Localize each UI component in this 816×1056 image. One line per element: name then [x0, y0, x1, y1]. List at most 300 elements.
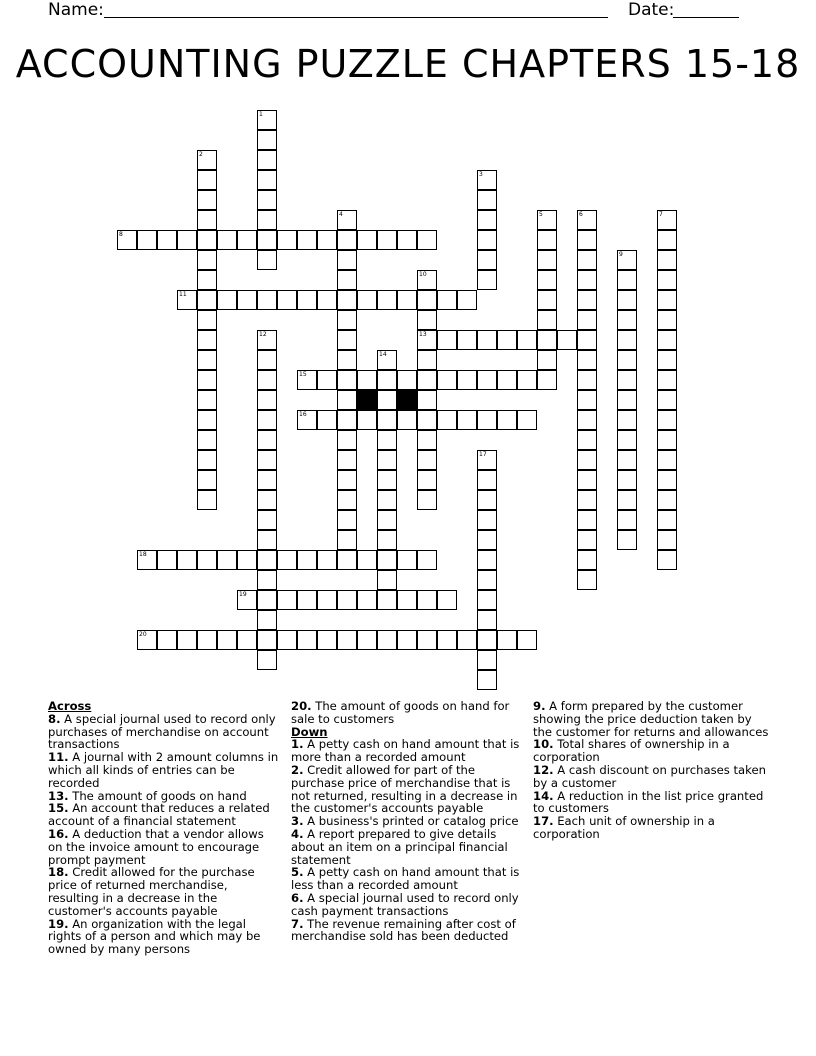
- clue-number: 1: [259, 111, 263, 118]
- grid-cell[interactable]: [197, 430, 217, 450]
- grid-cell[interactable]: [337, 370, 357, 390]
- grid-cell[interactable]: [337, 210, 357, 230]
- grid-cell[interactable]: [197, 170, 217, 190]
- grid-cell[interactable]: [477, 270, 497, 290]
- grid-cell[interactable]: [617, 430, 637, 450]
- grid-cell[interactable]: [217, 550, 237, 570]
- grid-cell[interactable]: [197, 630, 217, 650]
- grid-cell[interactable]: [277, 230, 297, 250]
- grid-cell[interactable]: [577, 410, 597, 430]
- grid-cell[interactable]: [137, 230, 157, 250]
- grid-cell[interactable]: [297, 590, 317, 610]
- grid-cell[interactable]: [217, 630, 237, 650]
- grid-cell[interactable]: [257, 110, 277, 130]
- grid-cell[interactable]: [337, 450, 357, 470]
- grid-cell[interactable]: [557, 330, 577, 350]
- grid-cell[interactable]: [477, 190, 497, 210]
- grid-cell[interactable]: [517, 410, 537, 430]
- grid-cell[interactable]: [537, 370, 557, 390]
- clue-down-3: 3. A business's printed or catalog price: [291, 814, 519, 829]
- grid-cell[interactable]: [457, 370, 477, 390]
- grid-cell[interactable]: [657, 390, 677, 410]
- grid-cell[interactable]: [417, 430, 437, 450]
- grid-cell[interactable]: [337, 430, 357, 450]
- grid-cell[interactable]: [497, 410, 517, 430]
- grid-cell[interactable]: [197, 470, 217, 490]
- grid-cell[interactable]: [577, 550, 597, 570]
- grid-cell[interactable]: [417, 630, 437, 650]
- grid-cell[interactable]: [357, 230, 377, 250]
- grid-cell[interactable]: [237, 630, 257, 650]
- across-heading: Across: [48, 699, 92, 713]
- grid-cell[interactable]: [257, 170, 277, 190]
- grid-cell[interactable]: [617, 330, 637, 350]
- grid-cell[interactable]: [377, 350, 397, 370]
- grid-cell[interactable]: [477, 510, 497, 530]
- clue-number: 7: [659, 211, 663, 218]
- grid-cell[interactable]: [177, 550, 197, 570]
- grid-cell[interactable]: [417, 490, 437, 510]
- grid-cell[interactable]: [357, 410, 377, 430]
- grid-cell[interactable]: [397, 230, 417, 250]
- grid-cell[interactable]: [477, 630, 497, 650]
- grid-cell[interactable]: [477, 170, 497, 190]
- grid-cell[interactable]: [257, 130, 277, 150]
- grid-cell[interactable]: [617, 390, 637, 410]
- clue-down-10: 10. Total shares of ownership in a corporation: [533, 737, 730, 765]
- grid-cell[interactable]: [297, 370, 317, 390]
- down-heading: Down: [291, 724, 328, 739]
- grid-cell[interactable]: [417, 590, 437, 610]
- grid-cell[interactable]: [337, 250, 357, 270]
- grid-cell[interactable]: [537, 250, 557, 270]
- clue-number: 14: [379, 351, 387, 358]
- clue-across-19: 19. An organization with the legal rights of a person and which may be owned by many persons: [48, 916, 261, 957]
- grid-cell[interactable]: [477, 330, 497, 350]
- grid-cell[interactable]: [337, 470, 357, 490]
- grid-cell[interactable]: [577, 470, 597, 490]
- grid-cell[interactable]: [197, 370, 217, 390]
- grid-cell[interactable]: [617, 450, 637, 470]
- grid-cell[interactable]: [617, 530, 637, 550]
- grid-cell[interactable]: [297, 290, 317, 310]
- grid-cell[interactable]: [457, 410, 477, 430]
- grid-cell[interactable]: [417, 550, 437, 570]
- clue-number: 9: [619, 251, 623, 258]
- grid-cell[interactable]: [537, 350, 557, 370]
- black-cell: [397, 390, 417, 410]
- grid-cell[interactable]: [657, 470, 677, 490]
- grid-cell[interactable]: [377, 230, 397, 250]
- clue-across-13: 13. The amount of goods on hand: [48, 788, 247, 803]
- grid-cell[interactable]: [477, 230, 497, 250]
- grid-cell[interactable]: [257, 330, 277, 350]
- grid-cell[interactable]: [317, 410, 337, 430]
- grid-cell[interactable]: [657, 210, 677, 230]
- grid-cell[interactable]: [437, 410, 457, 430]
- grid-cell[interactable]: [477, 610, 497, 630]
- grid-cell[interactable]: [337, 530, 357, 550]
- clue-number: 18: [139, 551, 147, 558]
- clue-number: 19: [239, 591, 247, 598]
- grid-cell[interactable]: [377, 510, 397, 530]
- clue-down-12: 12. A cash discount on purchases taken by a customer: [533, 762, 766, 790]
- grid-cell[interactable]: [257, 550, 277, 570]
- grid-cell[interactable]: [317, 370, 337, 390]
- grid-cell[interactable]: [337, 350, 357, 370]
- date-label: Date:: [628, 0, 675, 20]
- grid-cell[interactable]: [417, 450, 437, 470]
- grid-cell[interactable]: [617, 270, 637, 290]
- grid-cell[interactable]: [257, 370, 277, 390]
- grid-cell[interactable]: [257, 650, 277, 670]
- clue-down-1: 1. A petty cash on hand amount that is more than a recorded amount: [291, 737, 520, 765]
- grid-cell[interactable]: [397, 410, 417, 430]
- grid-cell[interactable]: [657, 310, 677, 330]
- grid-cell[interactable]: [477, 250, 497, 270]
- grid-cell[interactable]: [377, 630, 397, 650]
- grid-cell[interactable]: [617, 310, 637, 330]
- clue-number: 8: [119, 231, 123, 238]
- grid-cell[interactable]: [617, 510, 637, 530]
- grid-cell[interactable]: [497, 330, 517, 350]
- grid-cell[interactable]: [237, 230, 257, 250]
- grid-cell[interactable]: [257, 470, 277, 490]
- grid-cell[interactable]: [197, 150, 217, 170]
- grid-cell[interactable]: [257, 210, 277, 230]
- grid-cell[interactable]: [477, 370, 497, 390]
- grid-cell[interactable]: [657, 270, 677, 290]
- grid-cell[interactable]: [657, 350, 677, 370]
- grid-cell[interactable]: [437, 630, 457, 650]
- grid-cell[interactable]: [257, 490, 277, 510]
- grid-cell[interactable]: [157, 630, 177, 650]
- grid-cell[interactable]: [257, 290, 277, 310]
- grid-cell[interactable]: [537, 230, 557, 250]
- grid-cell[interactable]: [577, 510, 597, 530]
- grid-cell[interactable]: [497, 630, 517, 650]
- grid-cell[interactable]: [397, 590, 417, 610]
- grid-cell[interactable]: [477, 450, 497, 470]
- grid-cell[interactable]: [217, 290, 237, 310]
- grid-cell[interactable]: [357, 290, 377, 310]
- grid-cell[interactable]: [197, 450, 217, 470]
- grid-cell[interactable]: [617, 370, 637, 390]
- grid-cell[interactable]: [477, 590, 497, 610]
- grid-cell[interactable]: [337, 510, 357, 530]
- grid-cell[interactable]: [257, 410, 277, 430]
- grid-cell[interactable]: [577, 430, 597, 450]
- grid-cell[interactable]: [197, 330, 217, 350]
- clue-number: 2: [199, 151, 203, 158]
- grid-cell[interactable]: [477, 470, 497, 490]
- grid-cell[interactable]: [477, 530, 497, 550]
- grid-cell[interactable]: [397, 630, 417, 650]
- grid-cell[interactable]: [657, 530, 677, 550]
- grid-cell[interactable]: [537, 290, 557, 310]
- grid-cell[interactable]: [257, 530, 277, 550]
- grid-cell[interactable]: [197, 190, 217, 210]
- grid-cell[interactable]: [197, 490, 217, 510]
- grid-cell[interactable]: [377, 450, 397, 470]
- clue-number: 6: [579, 211, 583, 218]
- grid-cell[interactable]: [337, 310, 357, 330]
- grid-cell[interactable]: [237, 290, 257, 310]
- clue-down-7: 7. The revenue remaining after cost of merchandise sold has been deducted: [291, 916, 516, 944]
- grid-cell[interactable]: [537, 310, 557, 330]
- grid-cell[interactable]: [477, 410, 497, 430]
- grid-cell[interactable]: [177, 630, 197, 650]
- grid-cell[interactable]: [477, 650, 497, 670]
- clues-column-3: [533, 700, 773, 841]
- grid-cell[interactable]: [417, 330, 437, 350]
- grid-cell[interactable]: [377, 390, 397, 410]
- grid-cell[interactable]: [477, 210, 497, 230]
- grid-cell[interactable]: [577, 250, 597, 270]
- black-cell: [357, 390, 377, 410]
- grid-cell[interactable]: [377, 550, 397, 570]
- grid-cell[interactable]: [277, 630, 297, 650]
- grid-cell[interactable]: [357, 550, 377, 570]
- clue-number: 15: [299, 371, 307, 378]
- grid-cell[interactable]: [257, 430, 277, 450]
- clue-number: 5: [539, 211, 543, 218]
- grid-cell[interactable]: [497, 370, 517, 390]
- clue-down-2: 2. Credit allowed for part of the purchase price of merchandise that is not returned, resulting in a decrease in the customer's accounts payable: [291, 762, 518, 816]
- grid-cell[interactable]: [257, 590, 277, 610]
- grid-cell[interactable]: [457, 330, 477, 350]
- grid-cell[interactable]: [457, 290, 477, 310]
- grid-cell[interactable]: [337, 630, 357, 650]
- grid-cell[interactable]: [337, 230, 357, 250]
- grid-cell[interactable]: [197, 390, 217, 410]
- clue-down-14: 14. A reduction in the list price granted to customers: [533, 788, 764, 816]
- grid-cell[interactable]: [617, 490, 637, 510]
- grid-cell[interactable]: [377, 410, 397, 430]
- grid-cell[interactable]: [257, 350, 277, 370]
- grid-cell[interactable]: [337, 290, 357, 310]
- clue-number: 3: [479, 171, 483, 178]
- clue-number: 16: [299, 411, 307, 418]
- grid-cell[interactable]: [197, 230, 217, 250]
- grid-cell[interactable]: [657, 290, 677, 310]
- grid-cell[interactable]: [577, 530, 597, 550]
- grid-cell[interactable]: [257, 630, 277, 650]
- grid-cell[interactable]: [337, 550, 357, 570]
- grid-cell[interactable]: [217, 230, 237, 250]
- grid-cell[interactable]: [577, 350, 597, 370]
- grid-cell[interactable]: [657, 510, 677, 530]
- grid-cell[interactable]: [197, 350, 217, 370]
- grid-cell[interactable]: [437, 370, 457, 390]
- grid-cell[interactable]: [157, 230, 177, 250]
- grid-cell[interactable]: [417, 470, 437, 490]
- name-label: Name:: [48, 0, 104, 20]
- grid-cell[interactable]: [197, 290, 217, 310]
- grid-cell[interactable]: [577, 570, 597, 590]
- grid-cell[interactable]: [377, 590, 397, 610]
- grid-cell[interactable]: [177, 230, 197, 250]
- grid-cell[interactable]: [617, 350, 637, 370]
- grid-cell[interactable]: [617, 410, 637, 430]
- grid-cell[interactable]: [657, 230, 677, 250]
- grid-cell[interactable]: [437, 330, 457, 350]
- grid-cell[interactable]: [517, 370, 537, 390]
- grid-cell[interactable]: [417, 350, 437, 370]
- clue-number: 13: [419, 331, 427, 338]
- grid-cell[interactable]: [577, 230, 597, 250]
- grid-cell[interactable]: [657, 410, 677, 430]
- grid-cell[interactable]: [357, 370, 377, 390]
- grid-cell[interactable]: [417, 410, 437, 430]
- grid-cell[interactable]: [517, 630, 537, 650]
- grid-cell[interactable]: [197, 210, 217, 230]
- grid-cell[interactable]: [417, 230, 437, 250]
- grid-cell[interactable]: [537, 270, 557, 290]
- grid-cell[interactable]: [537, 330, 557, 350]
- grid-cell[interactable]: [657, 450, 677, 470]
- grid-cell[interactable]: [517, 330, 537, 350]
- grid-cell[interactable]: [197, 270, 217, 290]
- grid-cell[interactable]: [477, 570, 497, 590]
- grid-cell[interactable]: [657, 330, 677, 350]
- grid-cell[interactable]: [617, 250, 637, 270]
- grid-cell[interactable]: [237, 550, 257, 570]
- grid-cell[interactable]: [257, 450, 277, 470]
- grid-cell[interactable]: [317, 630, 337, 650]
- grid-cell[interactable]: [197, 310, 217, 330]
- grid-cell[interactable]: [477, 490, 497, 510]
- grid-cell[interactable]: [337, 590, 357, 610]
- grid-cell[interactable]: [337, 330, 357, 350]
- grid-cell[interactable]: [397, 290, 417, 310]
- grid-cell[interactable]: [577, 390, 597, 410]
- clues-column-2: [291, 700, 523, 943]
- grid-cell[interactable]: [577, 210, 597, 230]
- grid-cell[interactable]: [577, 450, 597, 470]
- clue-down-17: 17. Each unit of ownership in a corporation: [533, 814, 715, 841]
- grid-cell[interactable]: [317, 230, 337, 250]
- grid-cell[interactable]: [157, 550, 177, 570]
- grid-cell[interactable]: [337, 390, 357, 410]
- grid-cell[interactable]: [297, 230, 317, 250]
- grid-cell[interactable]: [377, 570, 397, 590]
- clue-across-18: 18. Credit allowed for the purchase price of returned merchandise, resulting in a decrease in the customer's accounts payable: [48, 865, 255, 918]
- grid-cell[interactable]: [197, 550, 217, 570]
- grid-cell[interactable]: [617, 470, 637, 490]
- grid-cell[interactable]: [377, 430, 397, 450]
- grid-cell[interactable]: [257, 190, 277, 210]
- grid-cell[interactable]: [237, 590, 257, 610]
- grid-cell[interactable]: [437, 590, 457, 610]
- grid-cell[interactable]: [257, 570, 277, 590]
- clue-across-16: 16. A deduction that a vendor allows on the invoice amount to encourage prompt payment: [48, 826, 264, 867]
- grid-cell[interactable]: [177, 290, 197, 310]
- grid-cell[interactable]: [577, 290, 597, 310]
- grid-cell[interactable]: [277, 550, 297, 570]
- grid-cell[interactable]: [277, 590, 297, 610]
- grid-cell[interactable]: [657, 490, 677, 510]
- grid-cell[interactable]: [397, 550, 417, 570]
- grid-cell[interactable]: [337, 270, 357, 290]
- grid-cell[interactable]: [257, 150, 277, 170]
- grid-cell[interactable]: [417, 290, 437, 310]
- grid-cell[interactable]: [537, 210, 557, 230]
- grid-cell[interactable]: [377, 370, 397, 390]
- grid-cell[interactable]: [577, 330, 597, 350]
- grid-cell[interactable]: [197, 410, 217, 430]
- clue-number: 12: [259, 331, 267, 338]
- clue-across-11: 11. A journal with 2 amount columns in which all kinds of entries can be recorded: [48, 750, 279, 790]
- grid-cell[interactable]: [657, 370, 677, 390]
- grid-cell[interactable]: [357, 590, 377, 610]
- grid-cell[interactable]: [377, 490, 397, 510]
- clue-number: 20: [139, 631, 147, 638]
- grid-cell[interactable]: [577, 270, 597, 290]
- grid-cell[interactable]: [577, 490, 597, 510]
- grid-cell[interactable]: [437, 290, 457, 310]
- grid-cell[interactable]: [617, 290, 637, 310]
- grid-cell[interactable]: [137, 630, 157, 650]
- grid-cell[interactable]: [317, 590, 337, 610]
- clue-across-20: 20. The amount of goods on hand for sale to customers: [291, 699, 510, 726]
- grid-cell[interactable]: [137, 550, 157, 570]
- clue-number: 10: [419, 271, 427, 278]
- grid-cell[interactable]: [417, 370, 437, 390]
- grid-cell[interactable]: [317, 290, 337, 310]
- grid-cell[interactable]: [297, 630, 317, 650]
- grid-cell[interactable]: [377, 290, 397, 310]
- grid-cell[interactable]: [577, 370, 597, 390]
- grid-cell[interactable]: [657, 550, 677, 570]
- grid-cell[interactable]: [337, 410, 357, 430]
- grid-cell[interactable]: [657, 430, 677, 450]
- grid-cell[interactable]: [337, 490, 357, 510]
- clue-down-9: 9. A form prepared by the customer showing the price deduction taken by the customer for returns and allowances: [533, 699, 769, 739]
- grid-cell[interactable]: [257, 610, 277, 630]
- grid-cell[interactable]: [577, 310, 597, 330]
- grid-cell[interactable]: [257, 390, 277, 410]
- grid-cell[interactable]: [197, 250, 217, 270]
- grid-cell[interactable]: [257, 230, 277, 250]
- clue-down-6: 6. A special journal used to record only cash payment transactions: [291, 890, 519, 918]
- grid-cell[interactable]: [277, 290, 297, 310]
- clue-down-5: 5. A petty cash on hand amount that is less than a recorded amount: [291, 865, 520, 893]
- grid-cell[interactable]: [317, 550, 337, 570]
- grid-cell[interactable]: [477, 670, 497, 690]
- grid-cell[interactable]: [457, 630, 477, 650]
- grid-cell[interactable]: [257, 250, 277, 270]
- grid-cell[interactable]: [297, 410, 317, 430]
- grid-cell[interactable]: [657, 250, 677, 270]
- grid-cell[interactable]: [477, 550, 497, 570]
- clue-down-4: 4. A report prepared to give details about an item on a principal financial statement: [291, 826, 508, 867]
- grid-cell[interactable]: [417, 310, 437, 330]
- grid-cell[interactable]: [297, 550, 317, 570]
- grid-cell[interactable]: [377, 470, 397, 490]
- grid-cell[interactable]: [357, 630, 377, 650]
- clue-across-15: 15. An account that reduces a related account of a financial statement: [48, 801, 270, 829]
- grid-cell[interactable]: [117, 230, 137, 250]
- page-title: ACCOUNTING PUZZLE CHAPTERS 15-18: [15, 42, 801, 86]
- clue-across-8: 8. A special journal used to record only purchases of merchandise on account transactions: [48, 711, 276, 752]
- grid-cell[interactable]: [397, 370, 417, 390]
- clue-number: 4: [339, 211, 343, 218]
- grid-cell[interactable]: [417, 270, 437, 290]
- grid-cell[interactable]: [377, 530, 397, 550]
- grid-cell[interactable]: [257, 510, 277, 530]
- grid-cell[interactable]: [417, 390, 437, 410]
